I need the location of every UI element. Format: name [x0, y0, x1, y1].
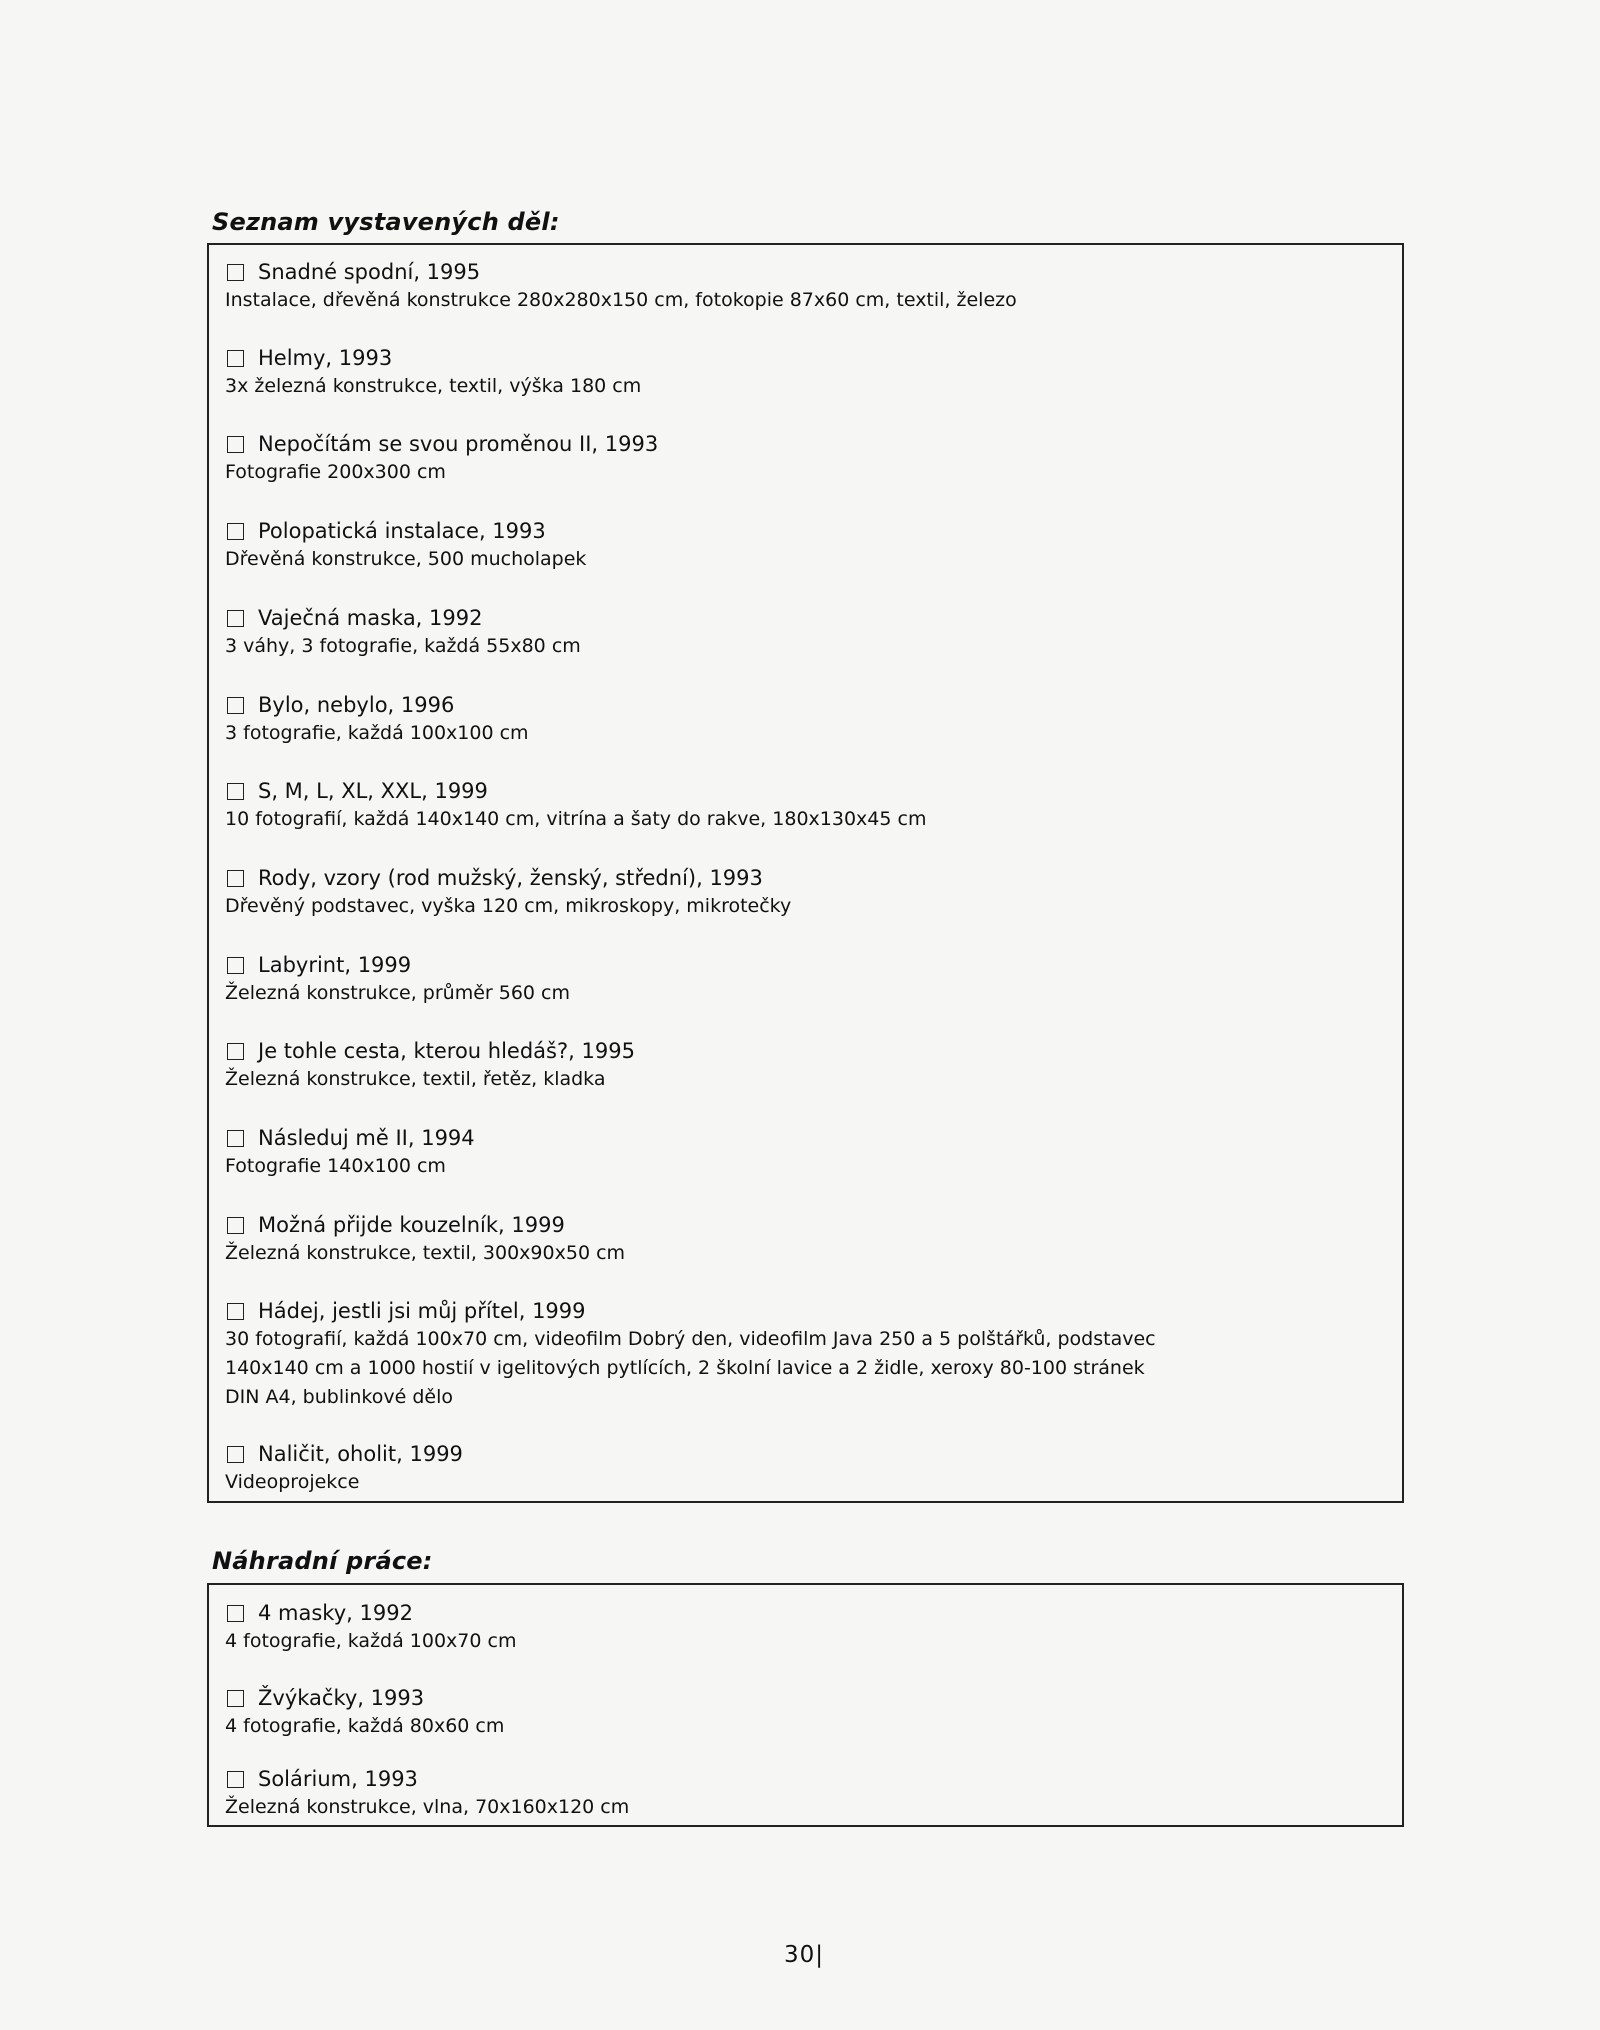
section-title-exhibited-works: Seznam vystavených děl:	[212, 208, 560, 236]
work-title: Hádej, jestli jsi můj přítel, 1999	[258, 1299, 586, 1323]
work-item	[225, 430, 1392, 487]
work-description: 140x140 cm a 1000 hostií v igelitových pytlících, 2 školní lavice a 2 židle, xeroxy 80-100 stránek	[225, 1357, 1145, 1379]
work-description: Železná konstrukce, textil, 300x90x50 cm	[225, 1242, 626, 1264]
work-description: Železná konstrukce, vlna, 70x160x120 cm	[225, 1796, 630, 1818]
work-description: 4 fotografie, každá 100x70 cm	[225, 1630, 517, 1652]
work-title: 4 masky, 1992	[258, 1601, 413, 1625]
checkbox-icon[interactable]	[227, 783, 244, 800]
checkbox-icon[interactable]	[227, 350, 244, 367]
work-item	[225, 1124, 1392, 1181]
checkbox-icon[interactable]	[227, 957, 244, 974]
work-title: Žvýkačky, 1993	[258, 1686, 425, 1710]
work-title: Vaječná maska, 1992	[258, 606, 483, 630]
work-item	[225, 604, 1392, 661]
checkbox-icon[interactable]	[227, 1771, 244, 1788]
work-title: Polopatická instalace, 1993	[258, 519, 546, 543]
work-description: Fotografie 140x100 cm	[225, 1155, 446, 1177]
checkbox-icon[interactable]	[227, 436, 244, 453]
work-title: S, M, L, XL, XXL, 1999	[258, 779, 488, 803]
work-title: Labyrint, 1999	[258, 953, 412, 977]
checkbox-icon[interactable]	[227, 1303, 244, 1320]
work-item	[225, 1765, 1392, 1822]
work-item	[225, 951, 1392, 1008]
work-item	[225, 344, 1392, 401]
checkbox-icon[interactable]	[227, 870, 244, 887]
work-item	[225, 1297, 1392, 1412]
exhibited-works-box	[207, 243, 1404, 1503]
work-description: Dřevěná konstrukce, 500 mucholapek	[225, 548, 587, 570]
checkbox-icon[interactable]	[227, 610, 244, 627]
work-title: Solárium, 1993	[258, 1767, 418, 1791]
work-item	[225, 691, 1392, 748]
checkbox-icon[interactable]	[227, 1690, 244, 1707]
work-title: Bylo, nebylo, 1996	[258, 693, 455, 717]
work-description: 30 fotografií, každá 100x70 cm, videofilm Dobrý den, videofilm Java 250 a 5 polštářků, podstavec	[225, 1328, 1156, 1350]
checkbox-icon[interactable]	[227, 1217, 244, 1234]
work-description: 3x železná konstrukce, textil, výška 180 cm	[225, 375, 642, 397]
work-title: Rody, vzory (rod mužský, ženský, střední), 1993	[258, 866, 763, 890]
work-title: Helmy, 1993	[258, 346, 393, 370]
work-item	[225, 864, 1392, 921]
work-description: Železná konstrukce, průměr 560 cm	[225, 982, 571, 1004]
work-item	[225, 517, 1392, 574]
work-description: Železná konstrukce, textil, řetěz, kladka	[225, 1068, 606, 1090]
section-title-replacement-works: Náhradní práce:	[212, 1547, 433, 1575]
work-description: 10 fotografií, každá 140x140 cm, vitrína a šaty do rakve, 180x130x45 cm	[225, 808, 927, 830]
page-number: 30|	[784, 1942, 825, 1968]
work-item	[225, 1440, 1392, 1497]
checkbox-icon[interactable]	[227, 697, 244, 714]
work-description: DIN A4, bublinkové dělo	[225, 1386, 453, 1408]
work-description: Fotografie 200x300 cm	[225, 461, 446, 483]
work-item	[225, 1211, 1392, 1268]
work-description: 4 fotografie, každá 80x60 cm	[225, 1715, 505, 1737]
checkbox-icon[interactable]	[227, 1446, 244, 1463]
replacement-works-box	[207, 1583, 1404, 1827]
checkbox-icon[interactable]	[227, 264, 244, 281]
work-description: 3 fotografie, každá 100x100 cm	[225, 722, 529, 744]
checkbox-icon[interactable]	[227, 1605, 244, 1622]
work-title: Naličit, oholit, 1999	[258, 1442, 463, 1466]
work-item	[225, 1037, 1392, 1094]
checkbox-icon[interactable]	[227, 1043, 244, 1060]
work-description: Videoprojekce	[225, 1471, 360, 1493]
work-title: Snadné spodní, 1995	[258, 260, 481, 284]
work-item	[225, 258, 1392, 315]
work-item	[225, 777, 1392, 834]
work-description: Instalace, dřevěná konstrukce 280x280x150 cm, fotokopie 87x60 cm, textil, železo	[225, 289, 1017, 311]
work-description: 3 váhy, 3 fotografie, každá 55x80 cm	[225, 635, 581, 657]
work-title: Možná přijde kouzelník, 1999	[258, 1213, 565, 1237]
checkbox-icon[interactable]	[227, 1130, 244, 1147]
checkbox-icon[interactable]	[227, 523, 244, 540]
work-title: Následuj mě II, 1994	[258, 1126, 475, 1150]
work-item	[225, 1599, 1392, 1656]
work-title: Nepočítám se svou proměnou II, 1993	[258, 432, 659, 456]
work-title: Je tohle cesta, kterou hledáš?, 1995	[258, 1039, 635, 1063]
work-description: Dřevěný podstavec, vyška 120 cm, mikroskopy, mikrotečky	[225, 895, 792, 917]
work-item	[225, 1684, 1392, 1741]
